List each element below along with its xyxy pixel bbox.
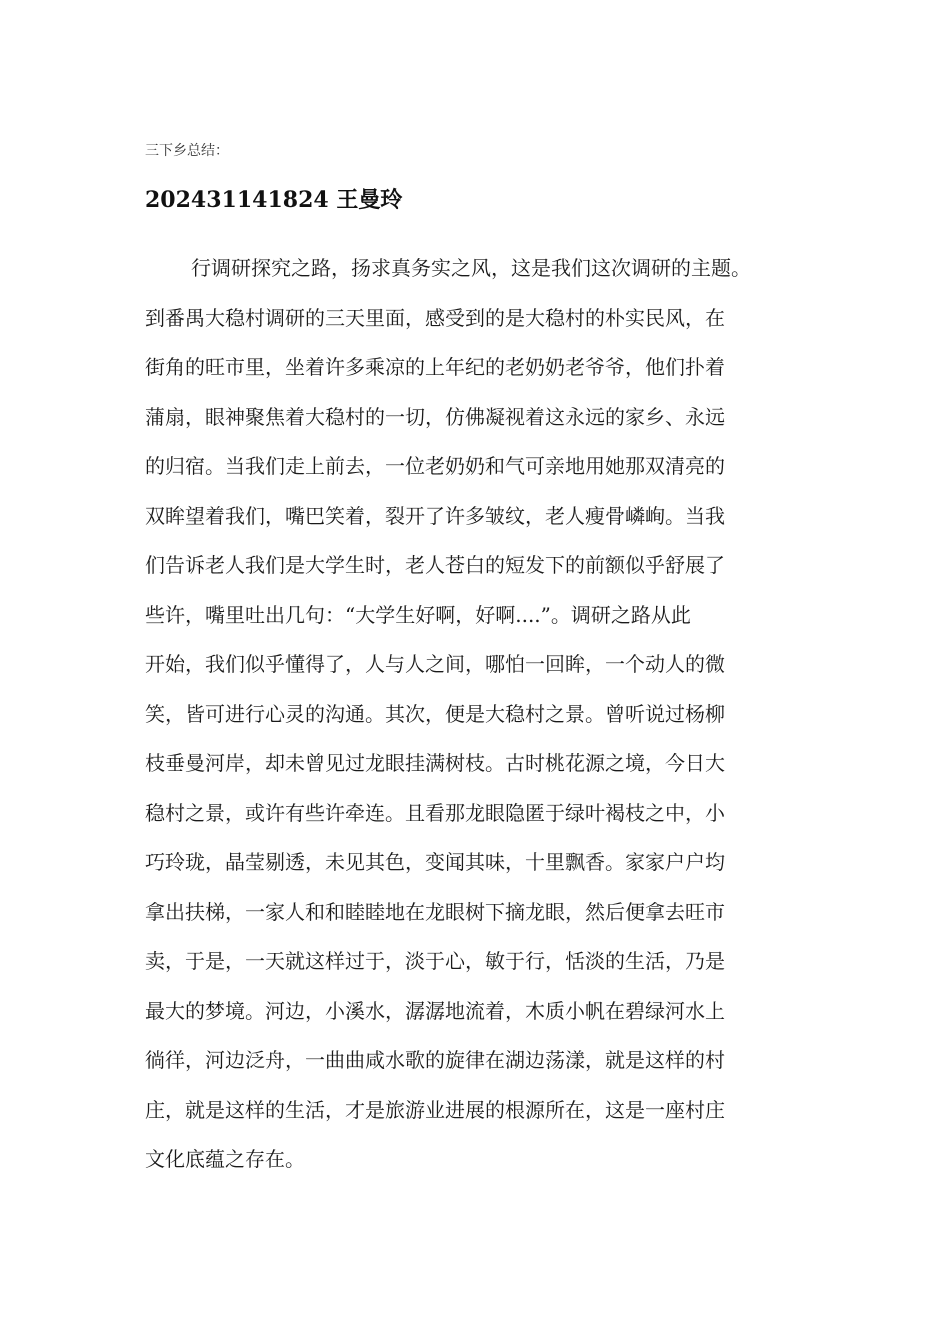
paragraph-line: 行调研探究之路，扬求真务实之风，这是我们这次调研的主题。 [191,256,751,280]
paragraph-line: 巧玲珑，晶莹剔透，未见其色，变闻其味，十里飘香。家家户户均 [145,850,725,874]
paragraph-line: 蒲扇，眼神聚焦着大稳村的一切，仿佛凝视着这永远的家乡、永远 [145,404,725,429]
paragraph-line: 街角的旺市里，坐着许多乘凉的上年纪的老奶奶老爷爷，他们扑着 [145,355,725,379]
paragraph-line: 到番禺大稳村调研的三天里面，感受到的是大稳村的朴实民风，在 [145,305,725,330]
paragraph-line: 拿出扶梯，一家人和和睦睦地在龙眼树下摘龙眼，然后便拿去旺市 [145,899,725,924]
document-heading: 202431141824 王曼玲 [145,187,403,213]
paragraph-line: 的归宿。当我们走上前去，一位老奶奶和气可亲地用她那双清亮的 [145,454,725,478]
paragraph-line: 徜徉，河边泛舟，一曲曲咸水歌的旋律在湖边荡漾，就是这样的村 [145,1048,725,1072]
paragraph-line: 开始，我们似乎懂得了，人与人之间，哪怕一回眸，一个动人的微 [145,652,725,676]
paragraph-line: 最大的梦境。河边，小溪水，潺潺地流着，木质小帆在碧绿河水上 [145,998,725,1023]
paragraph-line: 稳村之景，或许有些许牵连。且看那龙眼隐匿于绿叶褐枝之中，小 [145,800,725,825]
paragraph-line: 双眸望着我们，嘴巴笑着，裂开了许多皱纹，老人瘦骨嶙峋。当我 [145,503,725,528]
paragraph-line: 文化底蕴之存在。 [145,1147,305,1171]
paragraph-line: 些许，嘴里吐出几句：“大学生好啊，好啊....”。调研之路从此 [145,602,691,627]
body-paragraph [145,244,825,1185]
paragraph-line: 枝垂曼河岸，却未曾见过龙眼挂满树枝。古时桃花源之境，今日大 [145,751,725,775]
document-label: 三下乡总结： [145,143,229,159]
paragraph-line: 笑，皆可进行心灵的沟通。其次，便是大稳村之景。曾听说过杨柳 [145,701,725,726]
paragraph-line: 庄，就是这样的生活，才是旅游业进展的根源所在，这是一座村庄 [145,1097,725,1122]
paragraph-line: 卖，于是，一天就这样过于，淡于心，敏于行，恬淡的生活，乃是 [145,949,725,973]
paragraph-line: 们告诉老人我们是大学生时，老人苍白的短发下的前额似乎舒展了 [145,553,725,577]
